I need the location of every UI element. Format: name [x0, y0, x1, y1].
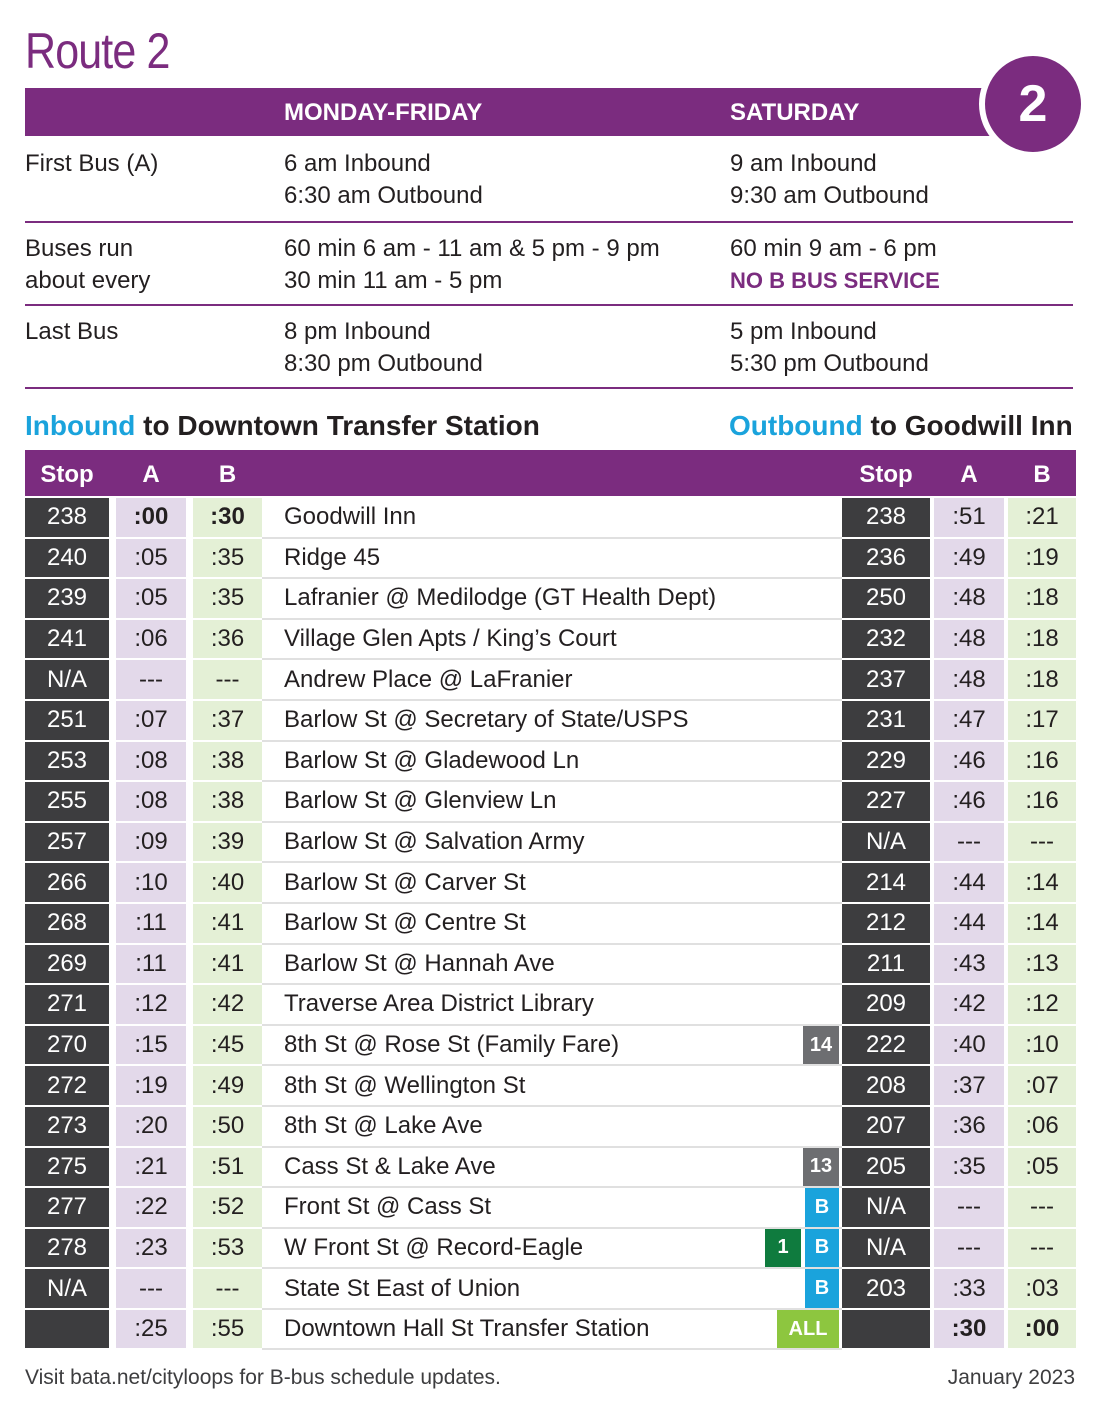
out-stop [842, 1310, 930, 1349]
in-time-a: :25 [116, 1310, 186, 1349]
out-time-b: :14 [1008, 904, 1076, 943]
out-time-b: :16 [1008, 782, 1076, 821]
in-time-b: :51 [193, 1148, 262, 1187]
route-number-badge: 2 [979, 50, 1087, 158]
in-stop: 271 [25, 985, 109, 1024]
connection-badge: ALL [777, 1310, 839, 1349]
table-row [25, 1229, 1076, 1270]
in-stop: 255 [25, 782, 109, 821]
in-stop: 277 [25, 1188, 109, 1227]
out-stop: 209 [842, 985, 930, 1024]
outbound-label: Outbound [729, 410, 863, 441]
out-stop: 212 [842, 904, 930, 943]
out-time-a: :44 [934, 863, 1004, 902]
table-row [25, 1107, 1076, 1148]
out-stop: 250 [842, 579, 930, 618]
stop-name: 8th St @ Rose St (Family Fare) [262, 1026, 842, 1067]
in-time-b: :50 [193, 1107, 262, 1146]
connection-badge: B [805, 1188, 839, 1227]
out-stop: 229 [842, 742, 930, 781]
out-time-b: :07 [1008, 1066, 1076, 1105]
in-time-b: :38 [193, 782, 262, 821]
table-row [25, 1066, 1076, 1107]
saturday-value: 9:30 am Outbound [730, 182, 929, 209]
timetable-header [25, 450, 1076, 496]
service-row-last-bus [25, 306, 1073, 389]
in-time-b: :37 [193, 701, 262, 740]
stop-name: Andrew Place @ LaFranier [262, 660, 842, 701]
saturday-value: 5 pm Inbound [730, 318, 877, 345]
table-row [25, 539, 1076, 580]
in-time-a: :21 [116, 1148, 186, 1187]
in-time-a: :22 [116, 1188, 186, 1227]
out-time-b: :05 [1008, 1148, 1076, 1187]
out-time-a: --- [934, 1229, 1004, 1268]
out-stop: 222 [842, 1026, 930, 1065]
connection-badge: B [805, 1229, 839, 1268]
in-time-a: :00 [116, 498, 186, 537]
service-row-frequency [25, 223, 1073, 306]
stop-name: Goodwill Inn [262, 498, 842, 539]
in-time-b: :40 [193, 863, 262, 902]
table-row [25, 1269, 1076, 1310]
in-time-a: :20 [116, 1107, 186, 1146]
footer-date: January 2023 [947, 1366, 1075, 1389]
connection-badge: B [805, 1269, 839, 1308]
connection-badge: 14 [803, 1026, 839, 1065]
stop-name: Barlow St @ Secretary of State/USPS [262, 701, 842, 742]
page-title: Route 2 [25, 23, 170, 79]
out-stop: N/A [842, 823, 930, 862]
out-time-b: :14 [1008, 863, 1076, 902]
out-time-a: :33 [934, 1269, 1004, 1308]
out-time-a: :48 [934, 660, 1004, 699]
in-time-a: :11 [116, 945, 186, 984]
inbound-b-header: B [218, 461, 237, 488]
in-stop: 266 [25, 863, 109, 902]
out-stop: 203 [842, 1269, 930, 1308]
out-time-b: :10 [1008, 1026, 1076, 1065]
in-time-b: :45 [193, 1026, 262, 1065]
in-time-b: --- [193, 1269, 262, 1308]
in-time-a: :11 [116, 904, 186, 943]
weekday-value: 8 pm Inbound [284, 318, 431, 345]
out-stop: N/A [842, 1188, 930, 1227]
connection-badge: 13 [803, 1148, 839, 1187]
in-stop: 251 [25, 701, 109, 740]
table-row [25, 620, 1076, 661]
out-time-a: --- [934, 1188, 1004, 1227]
service-row-first-bus [25, 136, 1073, 223]
out-stop: 227 [842, 782, 930, 821]
outbound-b-header: B [1033, 461, 1051, 488]
out-stop: 208 [842, 1066, 930, 1105]
in-stop: 272 [25, 1066, 109, 1105]
in-time-b: :35 [193, 539, 262, 578]
out-stop: 231 [842, 701, 930, 740]
out-time-a: :49 [934, 539, 1004, 578]
footer-note: Visit bata.net/cityloops for B-bus schedule updates. [25, 1366, 501, 1389]
out-time-a: :42 [934, 985, 1004, 1024]
out-time-a: :37 [934, 1066, 1004, 1105]
out-stop: 205 [842, 1148, 930, 1187]
outbound-heading [729, 410, 1073, 442]
out-time-a: --- [934, 823, 1004, 862]
table-row [25, 579, 1076, 620]
inbound-a-header: A [142, 461, 160, 488]
weekday-value: 6 am Inbound [284, 150, 431, 177]
out-stop: 238 [842, 498, 930, 537]
in-time-a: :05 [116, 539, 186, 578]
stop-name: W Front St @ Record-Eagle [262, 1229, 842, 1270]
out-time-b: :18 [1008, 660, 1076, 699]
out-stop: 236 [842, 539, 930, 578]
in-time-a: :23 [116, 1229, 186, 1268]
in-time-a: --- [116, 1269, 186, 1308]
out-time-b: :17 [1008, 701, 1076, 740]
in-time-a: :06 [116, 620, 186, 659]
in-stop: 239 [25, 579, 109, 618]
weekday-value: 30 min 11 am - 5 pm [284, 267, 503, 294]
outbound-stop-header: Stop [859, 461, 913, 488]
out-stop: 237 [842, 660, 930, 699]
in-stop: N/A [25, 660, 109, 699]
in-stop: 268 [25, 904, 109, 943]
out-time-a: :30 [934, 1310, 1004, 1349]
out-time-b: :13 [1008, 945, 1076, 984]
inbound-heading [25, 410, 540, 442]
out-time-b: :12 [1008, 985, 1076, 1024]
table-row [25, 863, 1076, 904]
stop-name: Front St @ Cass St [262, 1188, 842, 1229]
table-row [25, 782, 1076, 823]
table-row [25, 742, 1076, 783]
out-time-b: :21 [1008, 498, 1076, 537]
stop-name: Barlow St @ Carver St [262, 863, 842, 904]
stop-name: Barlow St @ Gladewood Ln [262, 742, 842, 783]
out-stop: 211 [842, 945, 930, 984]
stop-name: Lafranier @ Medilodge (GT Health Dept) [262, 579, 842, 620]
out-stop: 214 [842, 863, 930, 902]
in-stop: 269 [25, 945, 109, 984]
stop-name: Barlow St @ Centre St [262, 904, 842, 945]
out-time-a: :46 [934, 782, 1004, 821]
out-time-a: :40 [934, 1026, 1004, 1065]
out-time-b: --- [1008, 1188, 1076, 1227]
in-stop: 238 [25, 498, 109, 537]
weekday-value: 6:30 am Outbound [284, 182, 483, 209]
saturday-value: 60 min 9 am - 6 pm [730, 235, 937, 262]
in-stop [25, 1310, 109, 1349]
saturday-value: 5:30 pm Outbound [730, 350, 929, 377]
stop-name: 8th St @ Wellington St [262, 1066, 842, 1107]
timetable-body [25, 498, 1076, 1350]
in-time-b: :53 [193, 1229, 262, 1268]
stop-name: Village Glen Apts / King’s Court [262, 620, 842, 661]
in-time-a: :15 [116, 1026, 186, 1065]
stop-name: State St East of Union [262, 1269, 842, 1310]
out-time-a: :48 [934, 620, 1004, 659]
weekday-heading: MONDAY-FRIDAY [284, 99, 483, 126]
table-row [25, 498, 1076, 539]
in-time-a: :05 [116, 579, 186, 618]
out-time-b: :06 [1008, 1107, 1076, 1146]
in-stop: 253 [25, 742, 109, 781]
in-stop: N/A [25, 1269, 109, 1308]
in-time-a: :09 [116, 823, 186, 862]
table-row [25, 1148, 1076, 1189]
in-time-b: :41 [193, 945, 262, 984]
table-row [25, 904, 1076, 945]
stop-name: Cass St & Lake Ave [262, 1148, 842, 1189]
inbound-stop-header: Stop [40, 461, 94, 488]
out-time-a: :48 [934, 579, 1004, 618]
table-row [25, 985, 1076, 1026]
weekday-value: 60 min 6 am - 11 am & 5 pm - 9 pm [284, 235, 660, 262]
table-row [25, 701, 1076, 742]
out-time-b: :18 [1008, 579, 1076, 618]
service-label: about every [25, 267, 151, 294]
out-time-b: --- [1008, 823, 1076, 862]
in-time-b: :55 [193, 1310, 262, 1349]
stop-name: Ridge 45 [262, 539, 842, 580]
stop-name: 8th St @ Lake Ave [262, 1107, 842, 1148]
outbound-a-header: A [960, 461, 978, 488]
out-time-a: :36 [934, 1107, 1004, 1146]
out-stop: 232 [842, 620, 930, 659]
stop-name: Barlow St @ Salvation Army [262, 823, 842, 864]
in-time-b: :30 [193, 498, 262, 537]
service-label: Buses run [25, 235, 134, 262]
stop-name: Barlow St @ Glenview Ln [262, 782, 842, 823]
in-time-b: :35 [193, 579, 262, 618]
out-stop: N/A [842, 1229, 930, 1268]
table-row [25, 1310, 1076, 1351]
in-stop: 278 [25, 1229, 109, 1268]
stop-name: Barlow St @ Hannah Ave [262, 945, 842, 986]
in-time-b: :42 [193, 985, 262, 1024]
weekday-value: 8:30 pm Outbound [284, 350, 483, 377]
in-time-b: :49 [193, 1066, 262, 1105]
out-time-a: :35 [934, 1148, 1004, 1187]
stop-name: Traverse Area District Library [262, 985, 842, 1026]
in-time-a: :08 [116, 742, 186, 781]
service-label: Last Bus [25, 318, 119, 345]
in-time-b: --- [193, 660, 262, 699]
service-header [25, 88, 1075, 136]
out-time-a: :43 [934, 945, 1004, 984]
in-stop: 240 [25, 539, 109, 578]
inbound-label: Inbound [25, 410, 136, 441]
in-time-b: :39 [193, 823, 262, 862]
out-time-a: :46 [934, 742, 1004, 781]
stop-name: Downtown Hall St Transfer Station [262, 1310, 842, 1351]
in-time-a: :07 [116, 701, 186, 740]
in-time-b: :52 [193, 1188, 262, 1227]
table-row [25, 660, 1076, 701]
table-row [25, 1188, 1076, 1229]
in-time-b: :38 [193, 742, 262, 781]
in-stop: 241 [25, 620, 109, 659]
no-b-bus-notice: NO B BUS SERVICE [730, 268, 940, 293]
connection-badge: 1 [765, 1229, 801, 1268]
out-time-b: :19 [1008, 539, 1076, 578]
out-time-a: :44 [934, 904, 1004, 943]
in-stop: 270 [25, 1026, 109, 1065]
saturday-value: 9 am Inbound [730, 150, 877, 177]
in-time-a: :10 [116, 863, 186, 902]
in-stop: 273 [25, 1107, 109, 1146]
saturday-heading: SATURDAY [730, 99, 860, 126]
table-row [25, 945, 1076, 986]
in-stop: 257 [25, 823, 109, 862]
in-time-a: :12 [116, 985, 186, 1024]
out-time-b: :00 [1008, 1310, 1076, 1349]
out-time-b: --- [1008, 1229, 1076, 1268]
in-time-a: :08 [116, 782, 186, 821]
in-time-b: :36 [193, 620, 262, 659]
service-label: First Bus (A) [25, 150, 159, 177]
out-time-b: :18 [1008, 620, 1076, 659]
in-time-a: :19 [116, 1066, 186, 1105]
inbound-destination: to Downtown Transfer Station [135, 410, 540, 441]
table-row [25, 823, 1076, 864]
out-time-a: :51 [934, 498, 1004, 537]
in-stop: 275 [25, 1148, 109, 1187]
out-time-b: :16 [1008, 742, 1076, 781]
out-time-a: :47 [934, 701, 1004, 740]
table-row [25, 1026, 1076, 1067]
in-time-b: :41 [193, 904, 262, 943]
in-time-a: --- [116, 660, 186, 699]
out-time-b: :03 [1008, 1269, 1076, 1308]
outbound-destination: to Goodwill Inn [862, 410, 1073, 441]
out-stop: 207 [842, 1107, 930, 1146]
